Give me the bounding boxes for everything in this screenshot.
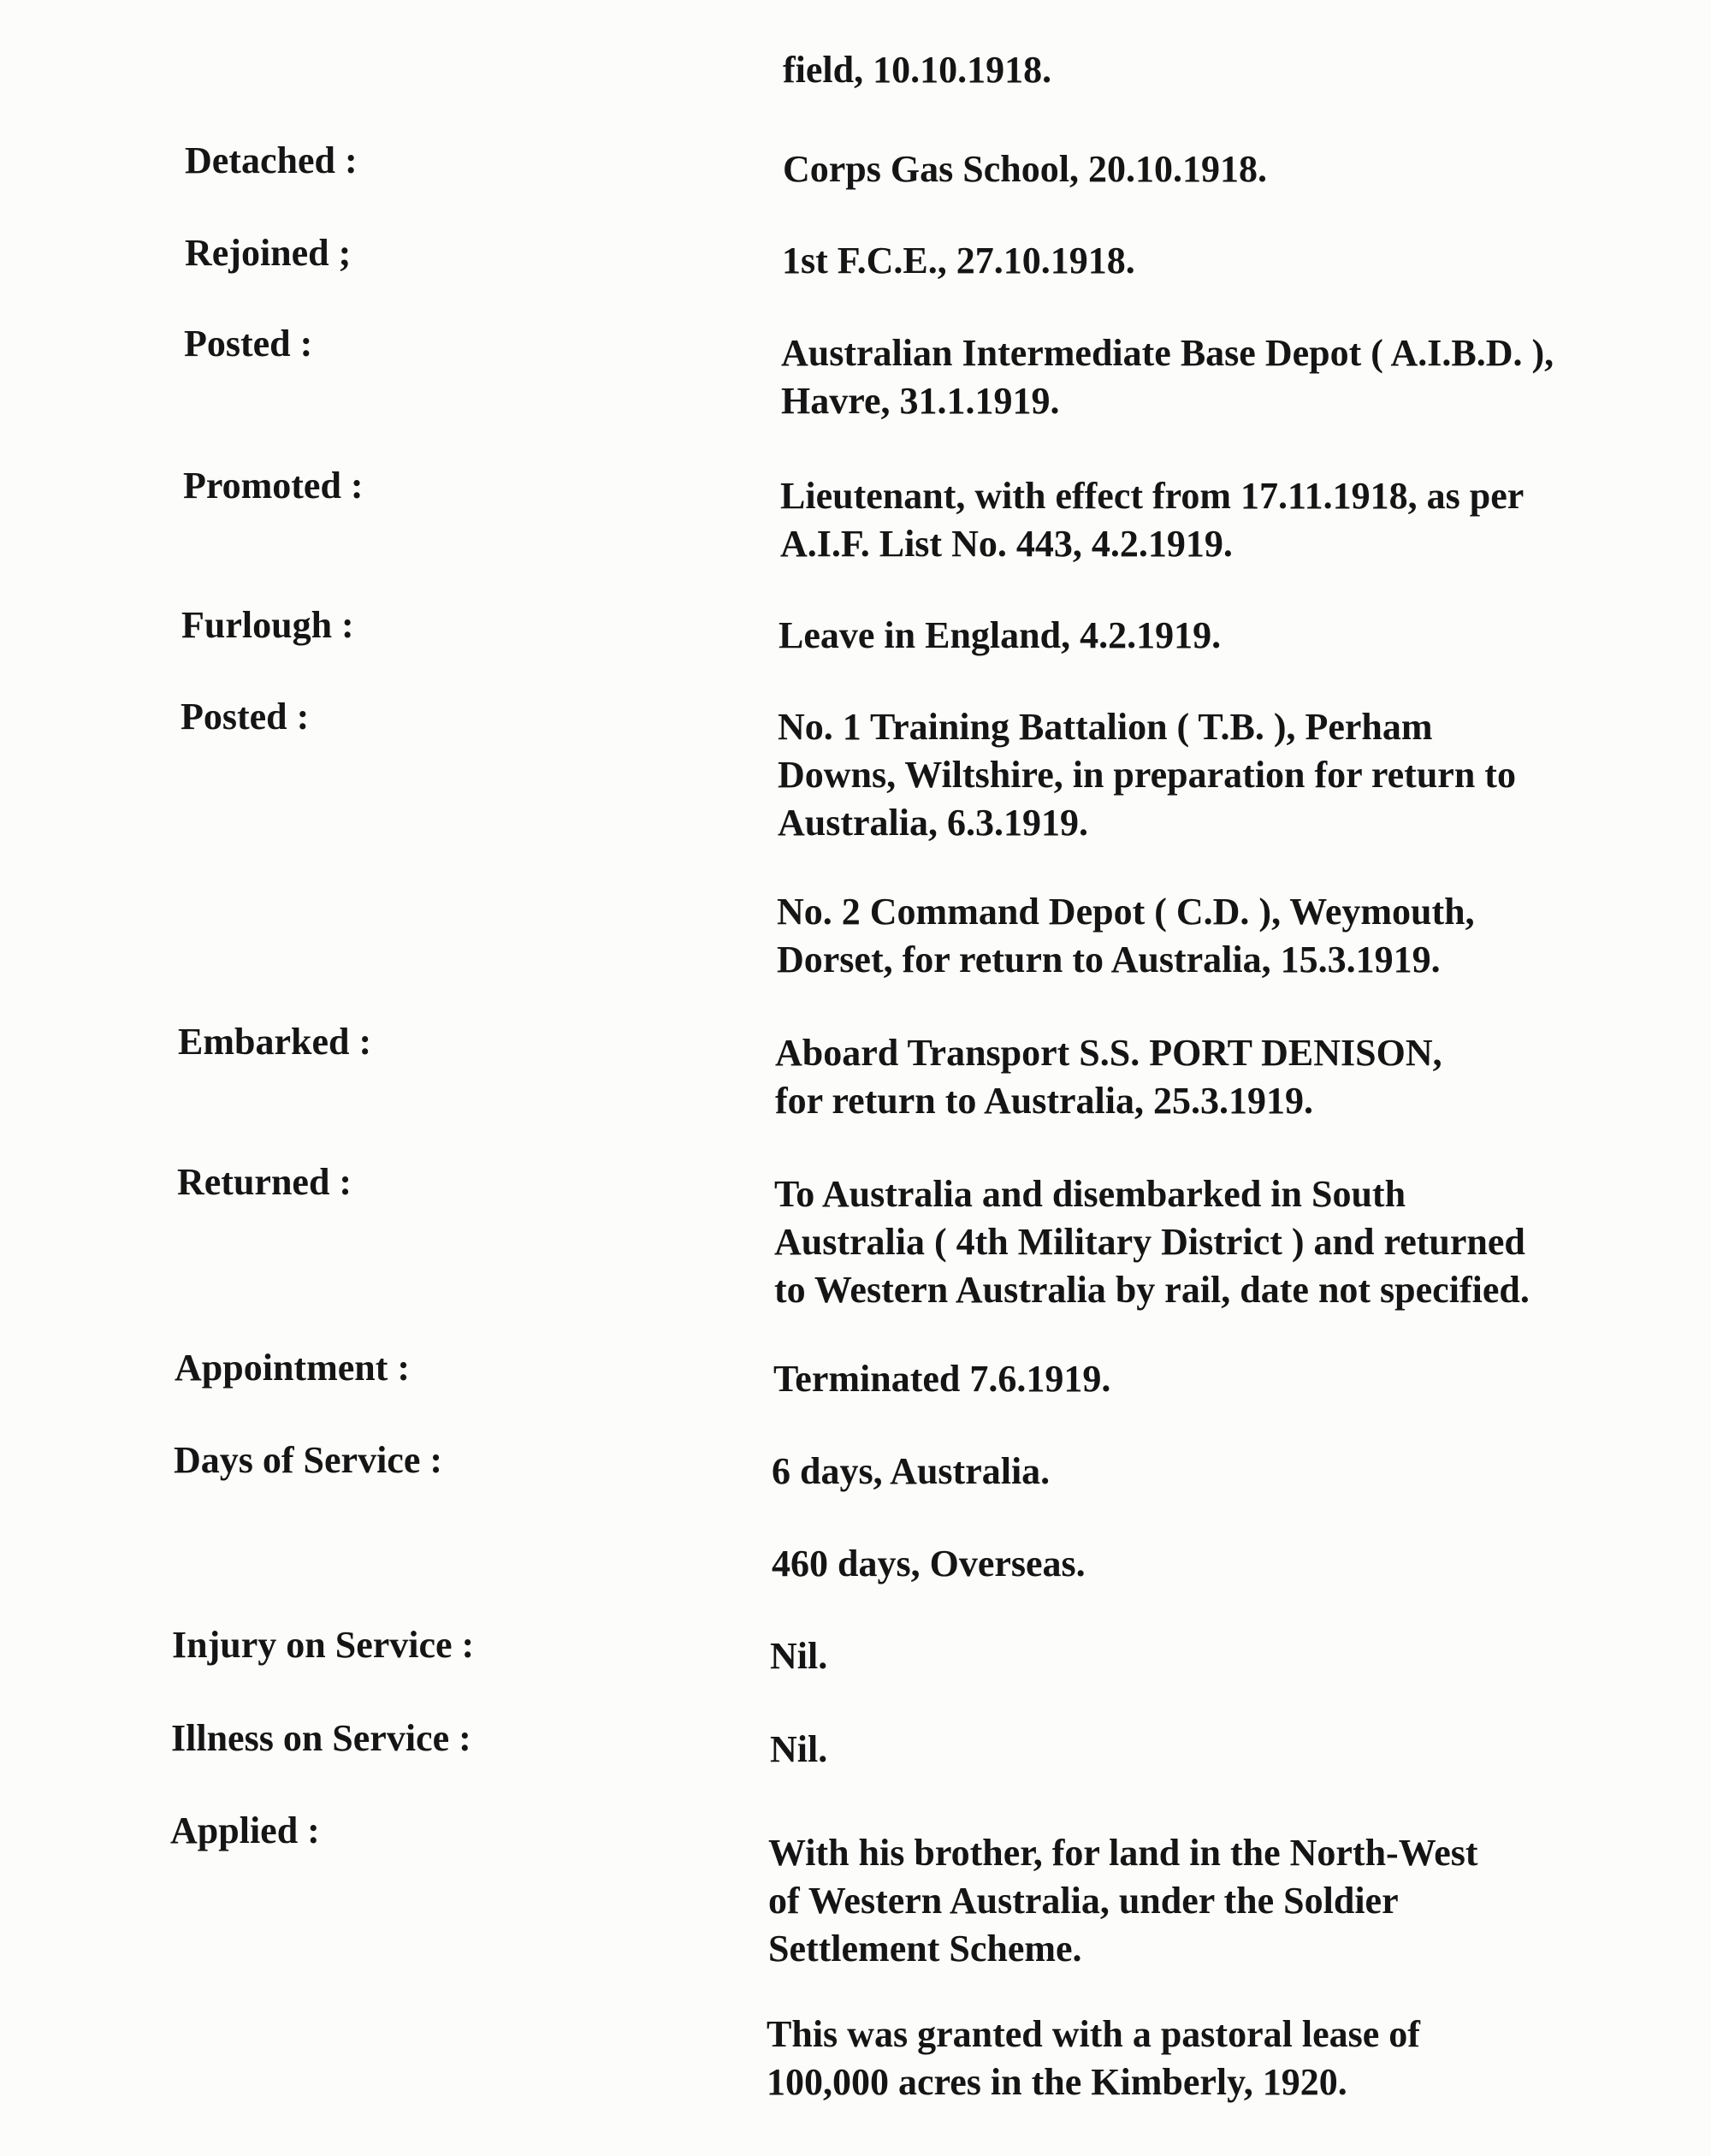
- value-line: 6 days, Australia.: [772, 1450, 1051, 1492]
- entry-value: [777, 888, 1649, 984]
- value-line: Lieutenant, with effect from 17.11.1918, as per: [780, 475, 1525, 517]
- value-line: Nil.: [770, 1635, 828, 1677]
- value-line: No. 1 Training Battalion ( T.B. ), Perham: [778, 706, 1433, 748]
- entry-value: [783, 145, 1655, 193]
- entry-value: [772, 1448, 1644, 1496]
- entry-label-embarked: Embarked :: [178, 1021, 372, 1063]
- entry-value: [773, 1355, 1646, 1403]
- entry-value: [779, 612, 1651, 660]
- value-line: A.I.F. List No. 443, 4.2.1919.: [780, 523, 1233, 565]
- value-line: Australia ( 4th Military District ) and returned: [774, 1221, 1525, 1263]
- entry-label-furlough: Furlough :: [181, 604, 354, 646]
- entry-label-injury-on-service: Injury on Service :: [172, 1624, 475, 1666]
- value-line: 460 days, Overseas.: [772, 1543, 1086, 1584]
- value-line: Havre, 31.1.1919.: [781, 380, 1060, 422]
- entry-label-posted: Posted :: [181, 696, 310, 737]
- entry-label-illness-on-service: Illness on Service :: [171, 1717, 471, 1759]
- entry-value: [781, 329, 1654, 425]
- value-line: Settlement Scheme.: [768, 1928, 1082, 1969]
- entry-value: [783, 46, 1655, 94]
- value-line: No. 2 Command Depot ( C.D. ), Weymouth,: [777, 891, 1475, 933]
- entry-value: [770, 1632, 1643, 1680]
- entry-label-posted: Posted :: [184, 323, 313, 364]
- value-line: Terminated 7.6.1919.: [773, 1358, 1111, 1400]
- value-line: 1st F.C.E., 27.10.1918.: [782, 240, 1135, 281]
- value-line: This was granted with a pastoral lease of: [767, 2013, 1420, 2055]
- entry-label-detached: Detached :: [185, 139, 358, 181]
- value-line: Nil.: [770, 1728, 828, 1770]
- value-line: Leave in England, 4.2.1919.: [779, 614, 1222, 656]
- value-line: Aboard Transport S.S. PORT DENISON,: [775, 1032, 1442, 1074]
- entry-value: [782, 237, 1655, 285]
- value-line: 100,000 acres in the Kimberly, 1920.: [767, 2061, 1347, 2103]
- entry-label-days-of-service: Days of Service :: [174, 1439, 443, 1481]
- entry-label-rejoined: Rejoined ;: [185, 232, 352, 274]
- entry-value: [768, 1829, 1641, 1973]
- value-line: To Australia and disembarked in South: [774, 1173, 1406, 1215]
- entry-value: [770, 1726, 1643, 1774]
- value-line: to Western Australia by rail, date not specified.: [774, 1269, 1530, 1311]
- value-line: for return to Australia, 25.3.1919.: [775, 1080, 1313, 1122]
- entry-value: [775, 1029, 1648, 1125]
- entry-value: [780, 472, 1653, 568]
- entry-label-returned: Returned :: [177, 1161, 352, 1203]
- entry-label-appointment: Appointment :: [175, 1347, 411, 1389]
- value-line: Australian Intermediate Base Depot ( A.I.B.D. ),: [781, 332, 1554, 374]
- entry-label-applied: Applied :: [170, 1810, 320, 1851]
- value-line: Corps Gas School, 20.10.1918.: [783, 148, 1267, 190]
- entry-value: [778, 703, 1650, 847]
- value-line: Downs, Wiltshire, in preparation for return to: [778, 754, 1516, 796]
- entry-value: [767, 2011, 1639, 2106]
- value-line: With his brother, for land in the North-West: [768, 1832, 1478, 1874]
- entry-value: [774, 1170, 1647, 1314]
- entry-label-promoted: Promoted :: [183, 465, 364, 506]
- entry-value: [772, 1540, 1644, 1588]
- value-line: field, 10.10.1918.: [783, 49, 1052, 91]
- value-line: Dorset, for return to Australia, 15.3.1919.: [777, 939, 1441, 980]
- value-line: of Western Australia, under the Soldier: [768, 1880, 1399, 1922]
- value-line: Australia, 6.3.1919.: [778, 802, 1088, 844]
